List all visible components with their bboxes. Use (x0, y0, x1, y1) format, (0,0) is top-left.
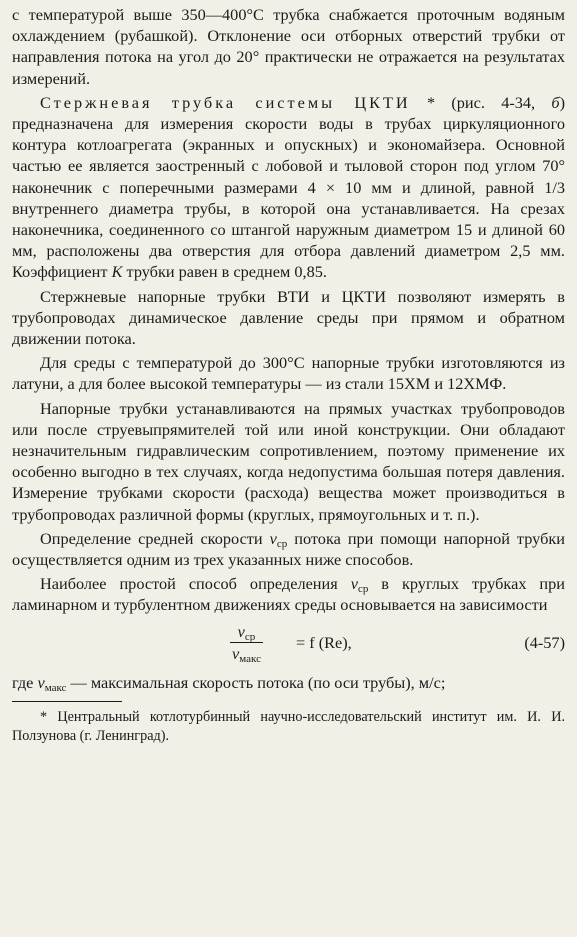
paragraph-4: Для среды с температурой до 300°С напорные трубки изготовляются из латуни, а для более высокой температуры — из стали 15ХМ и 12ХМФ. (12, 353, 565, 394)
paragraph-8: где $v_{макс}$ — максимальная скорость потока (по оси трубы), м/с; (12, 672, 446, 694)
paragraph-6: Определение средней скорости $v_{ср}$ потока при помощи напорной трубки осуществляется одним из трех указанных ниже способов. (12, 528, 565, 570)
formula-fraction (230, 622, 263, 663)
spaced-heading: Стержневая трубка системы ЦКТИ (40, 92, 411, 112)
paragraph-2: Стержневая трубка системы ЦКТИ * (рис. 4-34, б) предназначена для измерения скорости воды в трубах циркуляционного контура котлоагрегата (экранных и опускных) и экономайзера. Основной частью ее является заостренный с лобовой и тыловой сторон под углом 70° наконечник с поперечными размерами 4 × 10 мм и длиной, равной 1/3 внутреннего диаметра трубы, в которой она устанавливается. На срезах наконечника, соединенного со штангой наружным диаметром 15 и длиной 60 мм, расположены два отверстия для отбора давлений диаметром 2,5 мм. Коэффициент K трубки равен в среднем 0,85. (12, 92, 566, 282)
formula-rhs: = f (Re), (296, 632, 352, 652)
paragraph-7: Наиболее простой способ определения $v_{ср}$ в круглых трубках при ламинарном и турбулентном движениях среды основывается на зависимости (12, 574, 565, 615)
footnote: * Центральный котлотурбинный научно-исследовательский институт им. И. И. Ползунова (г. Ленинград). (12, 708, 565, 744)
footnote-marker: * (410, 92, 436, 112)
footnote-rule (12, 701, 122, 702)
figure-letter: б (551, 92, 560, 112)
formula-numerator: $v_{ср}$ (237, 621, 256, 643)
fraction-bar (230, 642, 263, 643)
paragraph-1: с температурой выше 350—400°С трубка снабжается проточным водяным охлаждением (рубашкой). Отклонение оси отборных отверстий трубки от направления потока на угол до 20° практически не отражается на результатах измерений. (12, 5, 565, 88)
equation-number: (4-57) (524, 632, 565, 652)
paragraph-3: Стержневые напорные трубки ВТИ и ЦКТИ позволяют измерять в трубопроводах динамическое давление среды при прямом и обратном движении потока. (12, 286, 565, 349)
paragraph-5: Напорные трубки устанавливаются на прямых участках трубопроводов или после струевыпрямителей той или иной конструкции. Они обладают незначительным гидравлическим сопротивлением, поэтому применение их особенно выгодно в тех случаях, когда недопустима большая потеря давления. Измерение трубками скорости (расхода) вещества может производиться в трубопроводах различной формы (круглых, прямоугольных и т. п.). (12, 398, 565, 524)
formula-4-57 (12, 622, 565, 668)
coefficient-k: K (111, 262, 123, 282)
formula-denominator: $v_{макс}$ (232, 643, 261, 665)
